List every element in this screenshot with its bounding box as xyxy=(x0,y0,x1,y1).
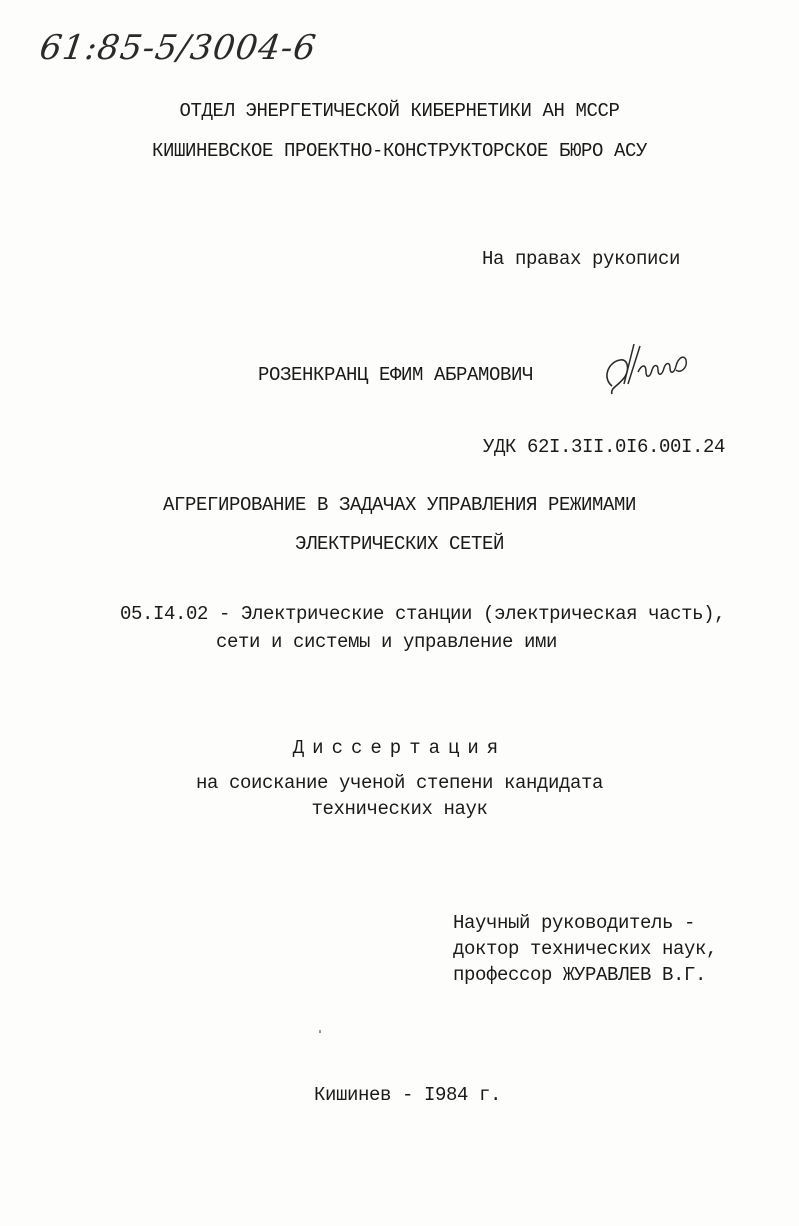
handwritten-catalog-note: 61:85-5/3004-6 xyxy=(37,28,320,68)
place-and-year: Кишинев - I984 г. xyxy=(314,1084,502,1106)
degree-line-1: на соискание ученой степени кандидата xyxy=(195,772,604,794)
supervisor-line-1: Научный руководитель - xyxy=(453,912,696,934)
supervisor-line-2: доктор технических наук, xyxy=(453,938,718,960)
specialty-line-2: сети и системы и управление ими xyxy=(216,631,558,653)
specialty-line-1: 05.I4.02 - Электрические станции (электрическая часть), xyxy=(120,603,726,625)
paper-speck xyxy=(319,1030,321,1033)
udk-code: УДК 62I.3II.0I6.00I.24 xyxy=(483,436,726,458)
author-signature xyxy=(598,338,693,398)
header-bureau: КИШИНЕВСКОЕ ПРОЕКТНО-КОНСТРУКТОРСКОЕ БЮРО АСУ xyxy=(151,140,648,162)
thesis-title-line-1: АГРЕГИРОВАНИЕ В ЗАДАЧАХ УПРАВЛЕНИЯ РЕЖИМАМИ xyxy=(162,494,637,516)
supervisor-line-3: профессор ЖУРАВЛЕВ В.Г. xyxy=(453,964,707,986)
manuscript-rights-note: На правах рукописи xyxy=(482,248,681,270)
header-department: ОТДЕЛ ЭНЕРГЕТИЧЕСКОЙ КИБЕРНЕТИКИ АН МССР xyxy=(179,100,620,122)
author-name: РОЗЕНКРАНЦ ЕФИМ АБРАМОВИЧ xyxy=(258,364,534,386)
dissertation-label: Диссертация xyxy=(292,737,507,759)
degree-line-2: технических наук xyxy=(311,798,488,820)
thesis-title-line-2: ЭЛЕКТРИЧЕСКИХ СЕТЕЙ xyxy=(294,533,505,555)
